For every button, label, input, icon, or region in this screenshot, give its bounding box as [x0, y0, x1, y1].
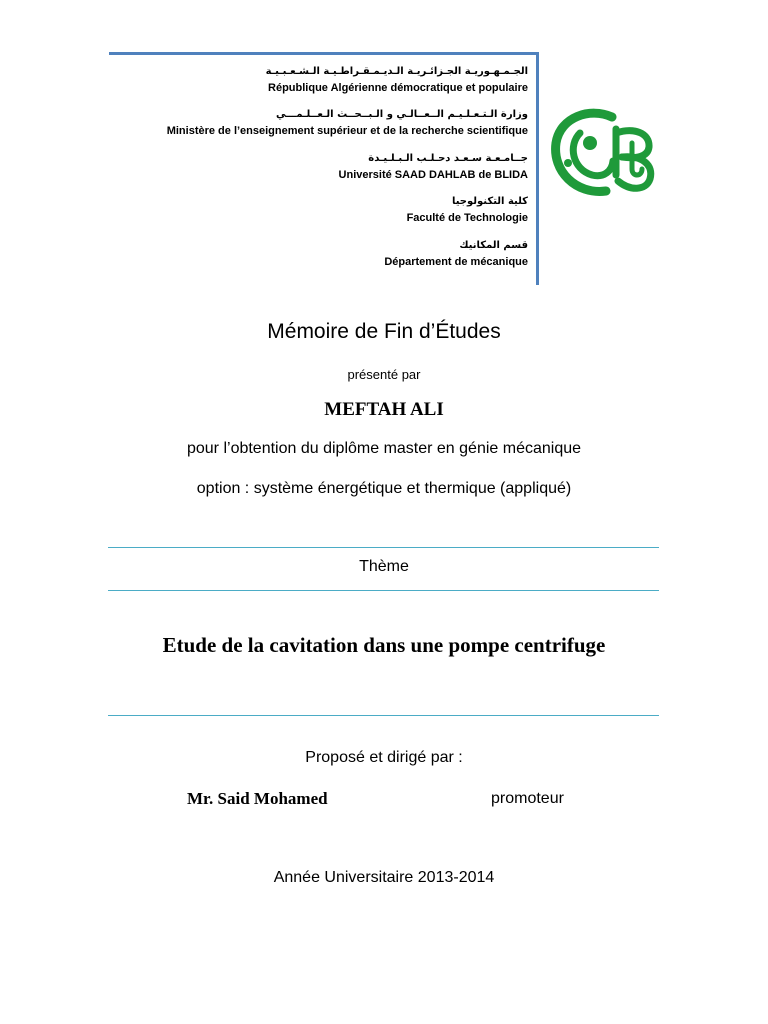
department-arabic: قسم المكانيك [459, 240, 528, 251]
university-arabic: جــامـعـة سـعـد دحـلـب الـبـلـيـدة [368, 153, 528, 164]
university-logo-icon [550, 103, 660, 203]
faculty-arabic: كلية التكنولوجيا [451, 196, 528, 207]
theme-bottom-rule [108, 715, 659, 716]
ministry-arabic: وزارة الـتـعـلـيـم الــعــالـي و الـبــحــث الـعــلـمـــي [275, 109, 528, 120]
author-name: MEFTAH ALI [324, 399, 444, 420]
republic-french: République Algérienne démocratique et populaire [268, 82, 528, 94]
option-line: option : système énergétique et thermique (appliqué) [196, 480, 572, 497]
academic-year: Année Universitaire 2013-2014 [273, 869, 495, 886]
faculty-french: Faculté de Technologie [406, 212, 528, 224]
memoir-heading: Mémoire de Fin d’Études [267, 320, 501, 343]
supervision-label: Proposé et dirigé par : [305, 749, 463, 766]
theme-middle-rule [108, 590, 659, 591]
republic-arabic: الجـمـهـوريـة الجـزائـريـة الـديـمـقـراطـيـة الـشـعـبـيـة [265, 66, 528, 77]
ministry-french: Ministère de l’enseignement supérieur et de la recherche scientifique [166, 125, 528, 137]
supervisor-role: promoteur [491, 790, 564, 807]
header-top-border [109, 52, 539, 55]
university-french: Université SAAD DAHLAB de BLIDA [338, 169, 528, 181]
presented-by: présenté par [347, 367, 421, 382]
header-right-border [536, 52, 539, 285]
theme-label: Thème [359, 558, 409, 575]
diploma-line: pour l’obtention du diplôme master en génie mécanique [186, 440, 582, 457]
theme-top-rule [108, 547, 659, 548]
supervisor-name: Mr. Said Mohamed [187, 789, 328, 808]
theme-subject: Etude de la cavitation dans une pompe centrifuge [162, 633, 606, 657]
department-french: Département de mécanique [384, 256, 528, 268]
